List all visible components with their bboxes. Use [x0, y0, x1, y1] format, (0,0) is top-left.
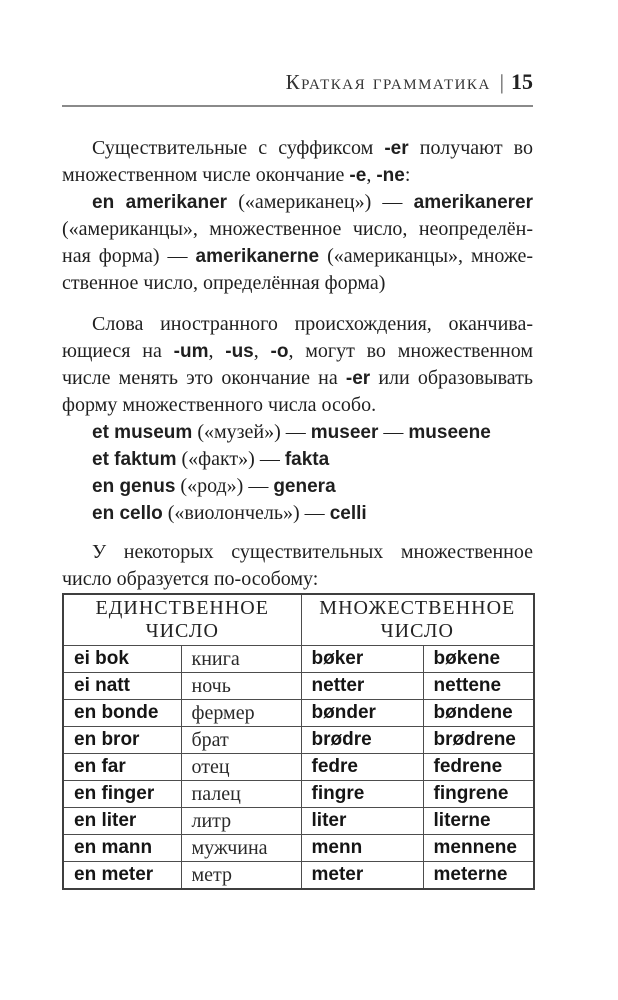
text-block — [62, 135, 533, 593]
norwegian-term: et museum — [92, 422, 193, 443]
table-row — [63, 835, 534, 862]
text-run: , могут во множественном — [288, 340, 534, 362]
norwegian-word-cell: liter — [301, 808, 423, 835]
norwegian-word-cell: fingrene — [423, 781, 534, 808]
norwegian-term: -o — [270, 341, 289, 362]
text-run: числе менять это окончание на — [62, 367, 346, 389]
norwegian-term: museene — [408, 422, 491, 443]
norwegian-word-cell: ei natt — [63, 673, 181, 700]
table-row — [63, 808, 534, 835]
text-run: форму множественного числа особо. — [62, 394, 377, 416]
norwegian-word-cell: mennene — [423, 835, 534, 862]
norwegian-term: celli — [329, 503, 367, 524]
norwegian-term: amerikanerer — [413, 192, 533, 213]
norwegian-word-cell: bøndene — [423, 700, 534, 727]
table-row — [63, 781, 534, 808]
header-separator: | — [499, 70, 504, 94]
norwegian-word-cell: meterne — [423, 862, 534, 890]
text-run: — — [378, 421, 409, 443]
norwegian-word-cell: en finger — [63, 781, 181, 808]
text-run: («виолончель») — — [162, 502, 330, 524]
norwegian-word-cell: literne — [423, 808, 534, 835]
text-line — [62, 189, 533, 216]
norwegian-term: amerikanerne — [195, 246, 320, 267]
running-head — [62, 70, 533, 97]
russian-translation-cell: ночь — [181, 673, 301, 700]
russian-translation-cell: палец — [181, 781, 301, 808]
table-row — [63, 862, 534, 890]
text-run: У некоторых существительных множественное — [92, 541, 533, 563]
text-line — [62, 566, 533, 593]
table-header-singular: ЕДИНСТВЕННОЕ ЧИСЛО — [63, 594, 301, 646]
text-run: , — [253, 340, 271, 362]
norwegian-word-cell: bønder — [301, 700, 423, 727]
text-line — [62, 216, 533, 243]
text-run: («американцы», множественное число, неопределён- — [62, 218, 533, 240]
text-run: Слова иностранного происхождения, оканчива- — [92, 313, 533, 335]
norwegian-term: -er — [384, 138, 409, 159]
norwegian-word-cell: en mann — [63, 835, 181, 862]
norwegian-term: -um — [173, 341, 209, 362]
norwegian-word-cell: ei bok — [63, 646, 181, 673]
norwegian-word-cell: en bror — [63, 727, 181, 754]
text-run: («факт») — — [176, 448, 285, 470]
example-list-foreign-plurals — [62, 419, 533, 527]
norwegian-word-cell: fedrene — [423, 754, 534, 781]
norwegian-word-cell: en bonde — [63, 700, 181, 727]
page-content — [62, 0, 533, 890]
para-amerikaner-example — [62, 189, 533, 297]
table-header-plural: МНОЖЕСТВЕННОЕ ЧИСЛО — [301, 594, 534, 646]
text-line — [62, 539, 533, 566]
text-run: ющиеся на — [62, 340, 174, 362]
text-run: получают во — [408, 137, 533, 159]
norwegian-term: en amerikaner — [92, 192, 228, 213]
norwegian-word-cell: meter — [301, 862, 423, 890]
text-line — [62, 419, 533, 446]
norwegian-term: -us — [225, 341, 254, 362]
text-line — [62, 162, 533, 189]
header-rule — [62, 105, 533, 107]
norwegian-term: en cello — [92, 503, 163, 524]
russian-translation-cell: мужчина — [181, 835, 301, 862]
norwegian-term: -e — [349, 165, 367, 186]
text-line — [62, 365, 533, 392]
text-line — [62, 392, 533, 419]
norwegian-word-cell: bøkene — [423, 646, 534, 673]
special-plural-table — [62, 593, 535, 890]
russian-translation-cell: книга — [181, 646, 301, 673]
norwegian-term: en genus — [92, 476, 176, 497]
norwegian-word-cell: en meter — [63, 862, 181, 890]
text-line — [62, 338, 533, 365]
para-foreign-origin — [62, 311, 533, 419]
page-number: 15 — [511, 69, 533, 94]
table-body — [63, 646, 534, 890]
norwegian-word-cell: netter — [301, 673, 423, 700]
table-row — [63, 646, 534, 673]
text-run: , — [366, 164, 377, 186]
text-run: («американцы», множе- — [319, 245, 533, 267]
table-row — [63, 700, 534, 727]
chapter-title: Краткая грамматика — [285, 70, 491, 94]
para-suffix-er — [62, 135, 533, 189]
text-run: : — [404, 164, 411, 186]
norwegian-word-cell: en far — [63, 754, 181, 781]
russian-translation-cell: метр — [181, 862, 301, 890]
text-line — [62, 135, 533, 162]
norwegian-word-cell: fedre — [301, 754, 423, 781]
table-row — [63, 673, 534, 700]
russian-translation-cell: фермер — [181, 700, 301, 727]
text-line — [62, 270, 533, 297]
table-header-row — [63, 594, 534, 646]
russian-translation-cell: брат — [181, 727, 301, 754]
norwegian-term: museer — [310, 422, 379, 443]
text-line — [62, 243, 533, 270]
norwegian-word-cell: en liter — [63, 808, 181, 835]
text-run: или образовывать — [370, 367, 533, 389]
table-row — [63, 727, 534, 754]
text-run: Существительные с суффиксом — [92, 137, 385, 159]
text-run: , — [208, 340, 226, 362]
text-line — [62, 473, 533, 500]
norwegian-term: et faktum — [92, 449, 177, 470]
norwegian-word-cell: bøker — [301, 646, 423, 673]
norwegian-term: -er — [345, 368, 371, 389]
text-line — [62, 446, 533, 473]
para-special-plural-intro — [62, 539, 533, 593]
norwegian-word-cell: brødrene — [423, 727, 534, 754]
text-line — [62, 500, 533, 527]
text-run: ная форма) — — [62, 245, 196, 267]
table-row — [63, 754, 534, 781]
norwegian-term: -ne — [376, 165, 405, 186]
table-head — [63, 594, 534, 646]
russian-translation-cell: отец — [181, 754, 301, 781]
text-run: («род») — — [175, 475, 274, 497]
text-run: ственное число, определённая форма) — [62, 272, 386, 294]
norwegian-term: fakta — [284, 449, 330, 470]
norwegian-word-cell: fingre — [301, 781, 423, 808]
norwegian-word-cell: nettene — [423, 673, 534, 700]
text-run: число образуется по-особому: — [62, 568, 319, 590]
norwegian-word-cell: brødre — [301, 727, 423, 754]
norwegian-term: genera — [273, 476, 336, 497]
text-run: («американец») — — [227, 191, 414, 213]
text-run: («музей») — — [192, 421, 311, 443]
norwegian-word-cell: menn — [301, 835, 423, 862]
text-line — [62, 311, 533, 338]
text-run: множественном числе окончание — [62, 164, 350, 186]
russian-translation-cell: литр — [181, 808, 301, 835]
